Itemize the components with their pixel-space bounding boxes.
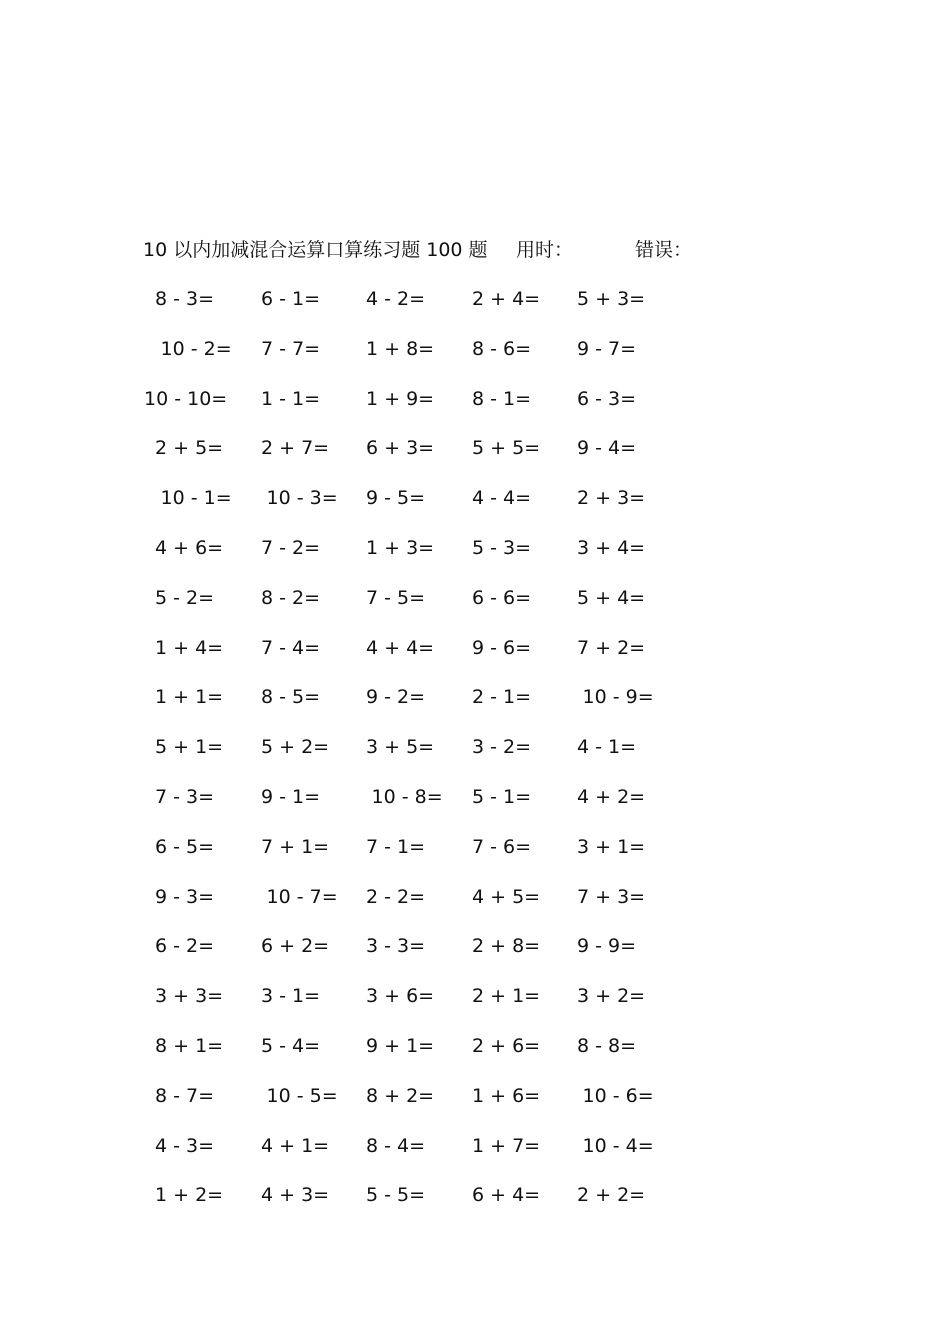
problem-item: 3 - 2= [472, 736, 532, 759]
problem-item: 4 + 4= [366, 636, 435, 659]
time-used-label: 用时： [516, 239, 574, 261]
problem-item: 1 + 7= [472, 1134, 541, 1157]
problem-item: 4 - 2= [366, 288, 426, 310]
problem-item: 6 - 2= [155, 935, 215, 958]
problem-item: 2 + 6= [472, 1035, 541, 1057]
problem-item: 10 - 9= [582, 686, 654, 709]
problem-item: 4 - 3= [155, 1134, 215, 1157]
problem-item: 7 - 2= [261, 537, 321, 559]
problem-item: 4 + 3= [261, 1184, 330, 1207]
problem-item: 9 - 9= [577, 935, 637, 958]
problem-item: 5 - 1= [472, 786, 532, 808]
problem-item: 10 - 8= [371, 786, 443, 808]
problem-item: 1 + 2= [155, 1184, 224, 1207]
problem-item: 5 + 1= [155, 736, 224, 759]
problem-item: 6 + 2= [261, 935, 330, 958]
problem-item: 1 + 4= [155, 636, 224, 659]
problem-item: 9 - 7= [577, 337, 637, 360]
problem-item: 9 - 6= [472, 636, 532, 659]
error-count-label: 错误： [635, 239, 693, 261]
problem-item: 10 - 1= [160, 487, 232, 510]
problem-item: 3 - 3= [366, 935, 426, 958]
problem-item: 5 - 2= [155, 586, 215, 609]
problem-item: 8 - 2= [261, 586, 321, 609]
problem-item: 2 + 7= [261, 437, 330, 460]
worksheet-title: 10 以内加减混合运算口算练习题 100 题 [143, 239, 488, 261]
problem-item: 4 + 2= [577, 786, 646, 808]
problem-item: 7 - 1= [366, 835, 426, 858]
problem-item: 10 - 5= [266, 1084, 338, 1107]
problem-item: 6 + 4= [472, 1184, 541, 1207]
problem-item: 3 + 5= [366, 736, 435, 759]
problem-item: 1 - 1= [261, 387, 321, 410]
problem-item: 7 + 1= [261, 835, 330, 858]
problem-item: 4 + 5= [472, 885, 541, 908]
problem-item: 1 + 1= [155, 686, 224, 709]
problem-item: 5 - 4= [261, 1035, 321, 1057]
problem-item: 8 - 8= [577, 1035, 637, 1057]
problem-item: 5 + 5= [472, 437, 541, 460]
problem-item: 2 + 5= [155, 437, 224, 460]
problem-item: 4 + 6= [155, 537, 224, 559]
problem-item: 6 + 3= [366, 437, 435, 460]
problem-item: 7 - 4= [261, 636, 321, 659]
problem-item: 5 + 3= [577, 288, 646, 310]
problem-item: 4 + 1= [261, 1134, 330, 1157]
problem-item: 10 - 6= [582, 1084, 654, 1107]
problem-item: 2 + 3= [577, 487, 646, 510]
problem-item: 10 - 7= [266, 885, 338, 908]
problem-item: 3 + 4= [577, 537, 646, 559]
problem-item: 3 - 1= [261, 985, 321, 1008]
problem-item: 9 - 2= [366, 686, 426, 709]
problem-item: 2 + 2= [577, 1184, 646, 1207]
problem-item: 1 + 9= [366, 387, 435, 410]
problem-item: 8 + 2= [366, 1084, 435, 1107]
problem-item: 2 + 4= [472, 288, 541, 310]
problem-item: 7 + 3= [577, 885, 646, 908]
problem-item: 3 + 2= [577, 985, 646, 1008]
problem-item: 6 - 5= [155, 835, 215, 858]
problem-item: 10 - 4= [582, 1134, 654, 1157]
problem-item: 7 - 6= [472, 835, 532, 858]
problem-item: 4 - 4= [472, 487, 532, 510]
problem-item: 10 - 2= [160, 337, 232, 360]
problem-item: 2 + 8= [472, 935, 541, 958]
problem-item: 5 + 4= [577, 586, 646, 609]
problem-item: 8 - 5= [261, 686, 321, 709]
problem-item: 7 - 5= [366, 586, 426, 609]
problem-item: 10 - 10= [144, 387, 228, 410]
problem-item: 8 - 7= [155, 1084, 215, 1107]
problem-item: 2 - 1= [472, 686, 532, 709]
problem-item: 9 - 4= [577, 437, 637, 460]
problem-item: 9 - 1= [261, 786, 321, 808]
problem-item: 7 - 7= [261, 337, 321, 360]
problem-item: 2 - 2= [366, 885, 426, 908]
problem-item: 7 + 2= [577, 636, 646, 659]
problem-item: 8 - 3= [155, 288, 215, 310]
problem-item: 6 - 3= [577, 387, 637, 410]
problem-item: 4 - 1= [577, 736, 637, 759]
problem-item: 9 - 5= [366, 487, 426, 510]
problem-item: 8 + 1= [155, 1035, 224, 1057]
problem-item: 2 + 1= [472, 985, 541, 1008]
problem-item: 6 - 6= [472, 586, 532, 609]
problem-item: 10 - 3= [266, 487, 338, 510]
problem-item: 6 - 1= [261, 288, 321, 310]
problem-item: 3 + 3= [155, 985, 224, 1008]
problem-item: 1 + 6= [472, 1084, 541, 1107]
problem-item: 1 + 3= [366, 537, 435, 559]
problem-item: 5 - 3= [472, 537, 532, 559]
problem-item: 8 - 6= [472, 337, 532, 360]
problem-item: 5 + 2= [261, 736, 330, 759]
problem-item: 5 - 5= [366, 1184, 426, 1207]
problem-item: 9 - 3= [155, 885, 215, 908]
problem-item: 8 - 4= [366, 1134, 426, 1157]
problem-item: 3 + 1= [577, 835, 646, 858]
problem-item: 7 - 3= [155, 786, 215, 808]
problem-item: 9 + 1= [366, 1035, 435, 1057]
problem-item: 3 + 6= [366, 985, 435, 1008]
problem-item: 1 + 8= [366, 337, 435, 360]
problem-item: 8 - 1= [472, 387, 532, 410]
